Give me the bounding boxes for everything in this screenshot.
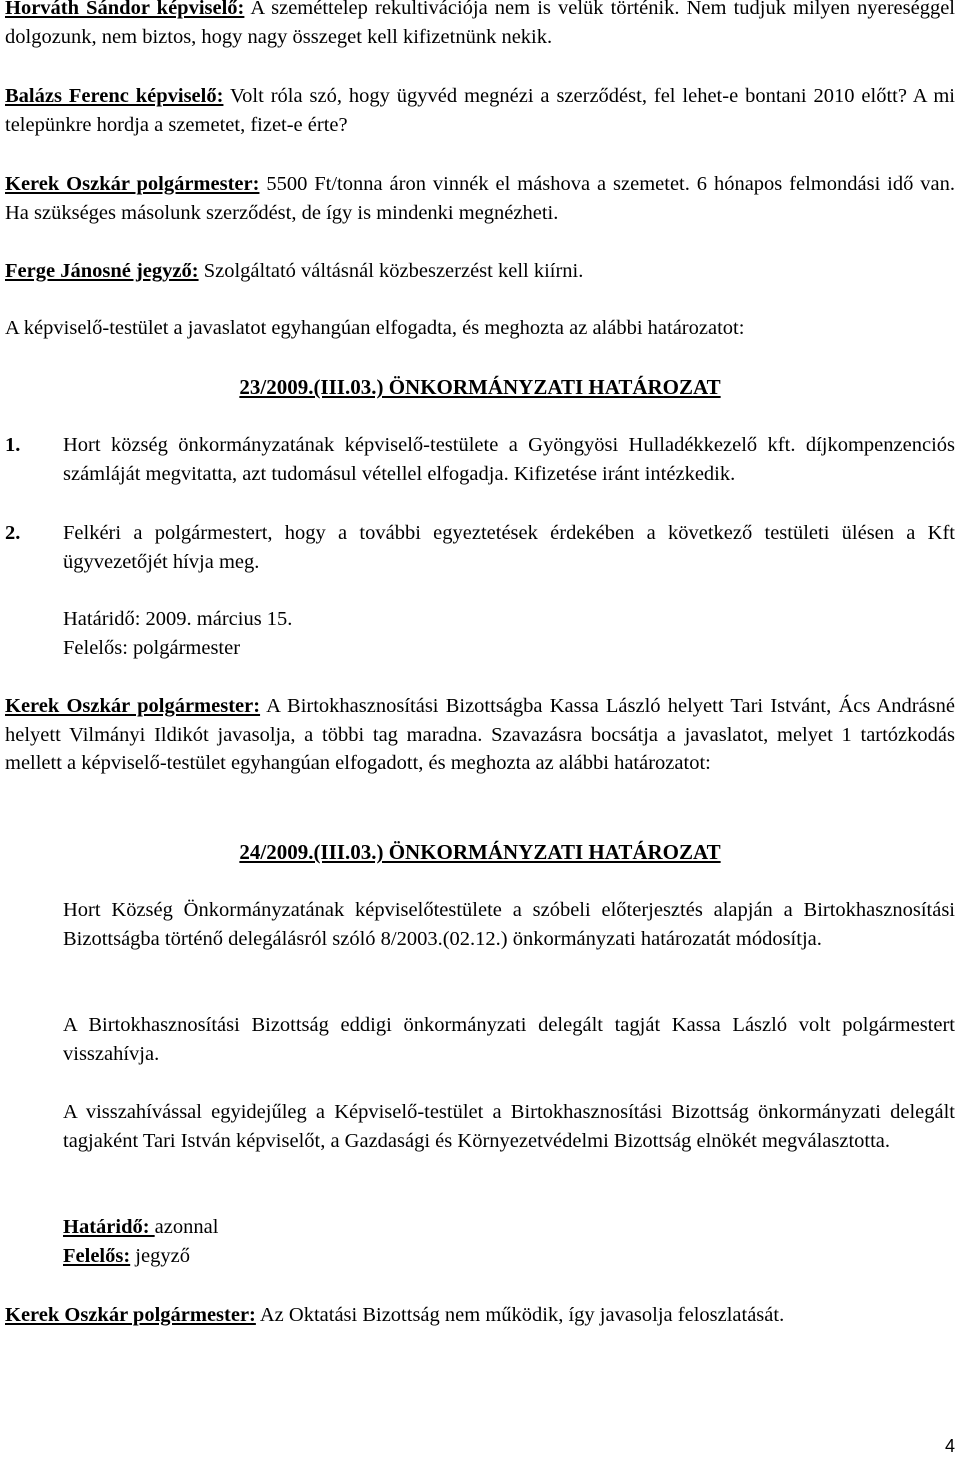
deadline-label: Határidő: (63, 1216, 155, 1238)
page-number: 4 (944, 1436, 955, 1456)
paragraph-horvath (5, 0, 955, 51)
speaker-name: Horváth Sándor képviselő: (5, 0, 245, 19)
paragraph-text: A Birtokhasznosítási Bizottságba Kassa László helyett Tari Istvánt, Ács Andrásné helyett Vilmányi Ildikót javasolja, a többi tag maradna. Szavazásra bocsátja a javaslatot, melyet 1 tartózkodás mellett a képviselő-testület egyhangúan elfogadott, és meghozta az alábbi határozatot: (5, 695, 955, 774)
deadline-2 (63, 1213, 955, 1242)
responsible-label: Felelős: (63, 1245, 131, 1267)
resolution-2-para-2: A Birtokhasznosítási Bizottság eddigi önkormányzati delegált tagját Kassa László volt polgármestert visszahívja. (63, 1014, 955, 1065)
paragraph-kerek-3 (5, 1301, 955, 1330)
paragraph-balazs (5, 82, 955, 139)
item-text: Hort község önkormányzatának képviselő-testülete a Gyöngyösi Hulladékkezelő kft. díjkompenzenciós számláját megvitatta, azt tudomásul vétellel elfogadja. Kifizetése iránt intézkedik. (63, 434, 955, 485)
resolution-2-para-3: A visszahívással egyidejűleg a Képviselő-testület a Birtokhasznosítási Bizottság önkormányzati delegált tagjaként Tari István képviselőt, a Gazdasági és Környezetvédelmi Bizottság elnökét megválasztotta. (63, 1101, 955, 1152)
deadline-value: azonnal (154, 1216, 219, 1238)
paragraph-kerek-2 (5, 692, 955, 778)
paragraph-text: Az Oktatási Bizottság nem működik, így javasolja feloszlatását. (255, 1304, 785, 1326)
speaker-name: Balázs Ferenc képviselő: (5, 85, 224, 107)
deadline-1: Határidő: 2009. március 15. (63, 608, 293, 630)
resolution-title-2: 24/2009.(III.03.) ÖNKORMÁNYZATI HATÁROZAT (239, 840, 721, 864)
responsible-1: Felelős: polgármester (63, 637, 241, 659)
speaker-name: Kerek Oszkár polgármester: (5, 173, 260, 195)
item-number: 1. (5, 434, 21, 456)
item-number: 2. (5, 522, 21, 544)
paragraph-text: Volt róla szó, hogy ügyvéd megnézi a szerződést, fel lehet-e bontani 2010 előtt? A mi telepünkre hordja a szemetet, fizet-e érte? (5, 85, 955, 136)
resolution-item-2 (5, 519, 955, 576)
speaker-name: Kerek Oszkár polgármester: (5, 695, 261, 717)
item-text: Felkéri a polgármestert, hogy a további egyeztetések érdekében a következő testületi ülésen a Kft ügyvezetőjét hívja meg. (63, 522, 955, 573)
paragraph-text: A szeméttelep rekultivációja nem is velük történik. Nem tudjuk milyen nyereséggel dolgozunk, nem biztos, hogy nagy összeget kell kifizetnünk nekik. (5, 0, 956, 48)
resolution-title-1: 23/2009.(III.03.) ÖNKORMÁNYZATI HATÁROZAT (239, 375, 721, 399)
speaker-name: Ferge Jánosné jegyző: (5, 260, 199, 282)
speaker-name: Kerek Oszkár polgármester: (5, 1304, 256, 1326)
paragraph-vote-intro: A képviselő-testület a javaslatot egyhangúan elfogadta, és meghozta az alábbi határozatot: (5, 317, 745, 339)
responsible-2 (63, 1242, 955, 1271)
resolution-item-1 (5, 431, 955, 488)
paragraph-text: 5500 Ft/tonna áron vinnék el máshova a szemetet. 6 hónapos felmondási idő van. Ha szükséges másolunk szerződést, de így is mindenki megnézheti. (5, 173, 956, 224)
responsible-value: jegyző (130, 1245, 190, 1267)
resolution-2-para-1: Hort Község Önkormányzatának képviselőtestülete a szóbeli előterjesztés alapján a Birtokhasznosítási Bizottságba történő delegálásról szóló 8/2003.(02.12.) önkormányzati határozatát módosítja. (63, 899, 955, 950)
paragraph-text: Szolgáltató váltásnál közbeszerzést kell kiírni. (198, 260, 584, 282)
paragraph-ferge (5, 257, 955, 286)
paragraph-kerek-1 (5, 170, 955, 227)
